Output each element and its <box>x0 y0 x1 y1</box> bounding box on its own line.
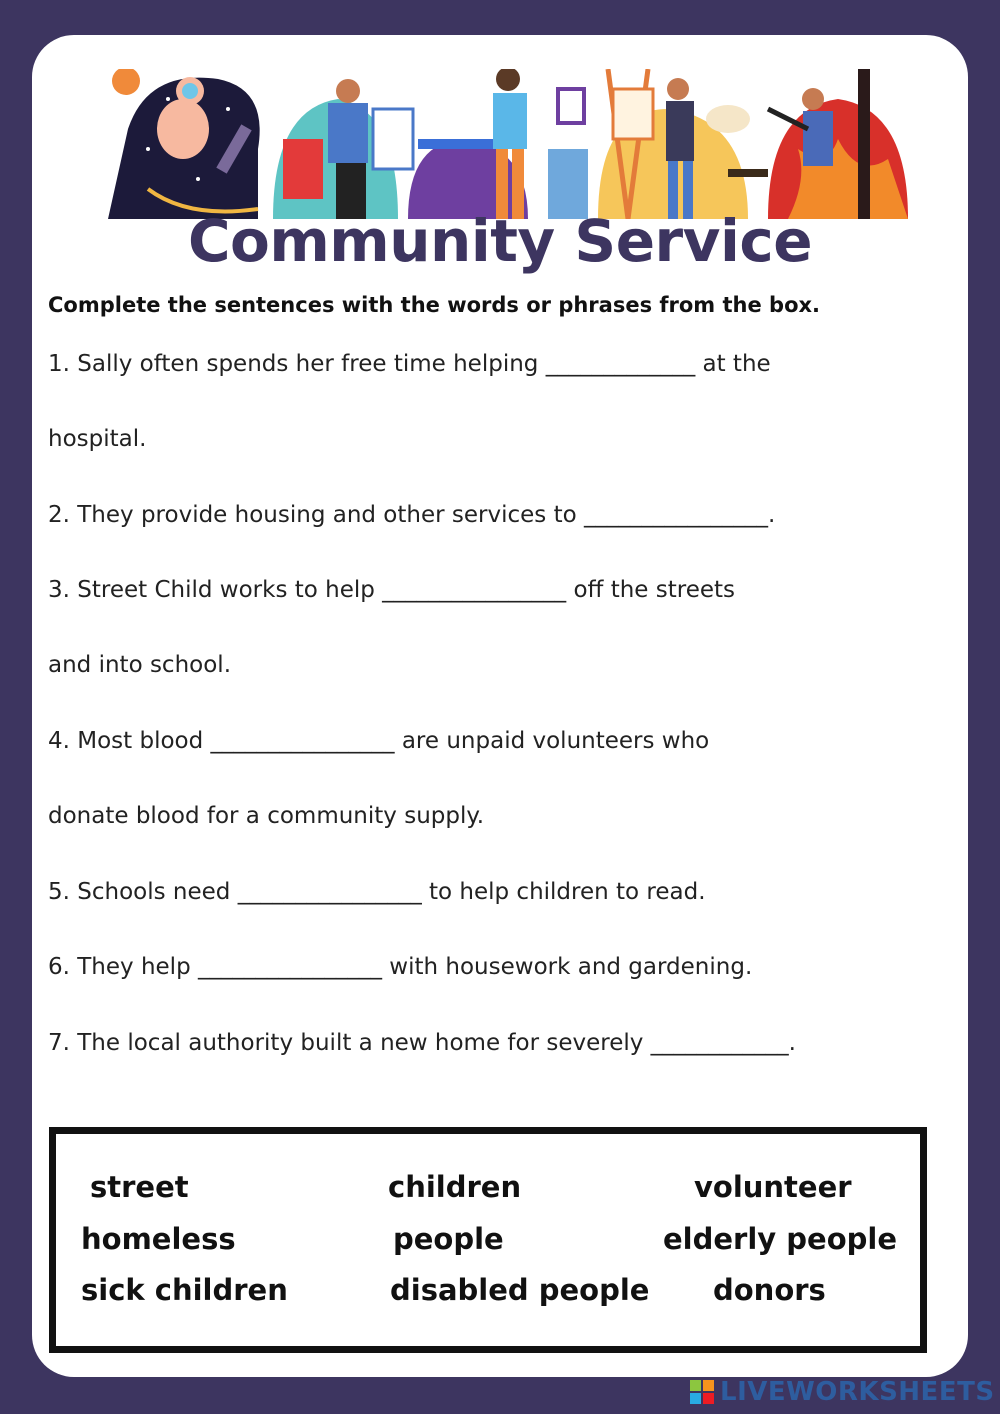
word-bank-box <box>49 1127 927 1353</box>
word-bank-item: volunteer <box>694 1170 852 1204</box>
sentence-line: donate blood for a community supply. <box>48 803 485 829</box>
word-bank-item: disabled people <box>390 1273 650 1307</box>
liveworksheets-watermark <box>690 1376 995 1408</box>
sentence-line: 3. Street Child works to help ________________ off the streets <box>48 577 736 603</box>
sentence-line: 1. Sally often spends her free time helping _____________ at the <box>48 351 771 377</box>
liveworksheets-logo-icon <box>690 1380 714 1404</box>
sentence-line: 4. Most blood ________________ are unpaid volunteers who <box>48 728 710 754</box>
sentence-line: 7. The local authority built a new home for severely ____________. <box>48 1030 796 1056</box>
page-title: Community Service <box>187 207 813 275</box>
worksheet-card <box>32 35 968 1377</box>
word-bank-item: donors <box>713 1273 826 1307</box>
sentence-line: 5. Schools need ________________ to help children to read. <box>48 879 706 905</box>
sentence-line: and into school. <box>48 652 232 678</box>
word-bank-item: people <box>393 1222 504 1256</box>
sentence-line: hospital. <box>48 426 147 452</box>
community-workers-illustration <box>108 69 908 219</box>
word-bank-item: children <box>388 1170 522 1204</box>
sentence-line: 6. They help ________________ with housework and gardening. <box>48 954 753 980</box>
word-bank-item: elderly people <box>663 1222 897 1256</box>
word-bank-item: homeless <box>81 1222 236 1256</box>
watermark-text: LIVEWORKSHEETS <box>720 1377 995 1407</box>
word-bank-item: sick children <box>81 1273 288 1307</box>
word-bank-item: street <box>90 1170 189 1204</box>
sentence-line: 2. They provide housing and other services to ________________. <box>48 502 776 528</box>
instruction-text: Complete the sentences with the words or phrases from the box. <box>48 293 821 317</box>
